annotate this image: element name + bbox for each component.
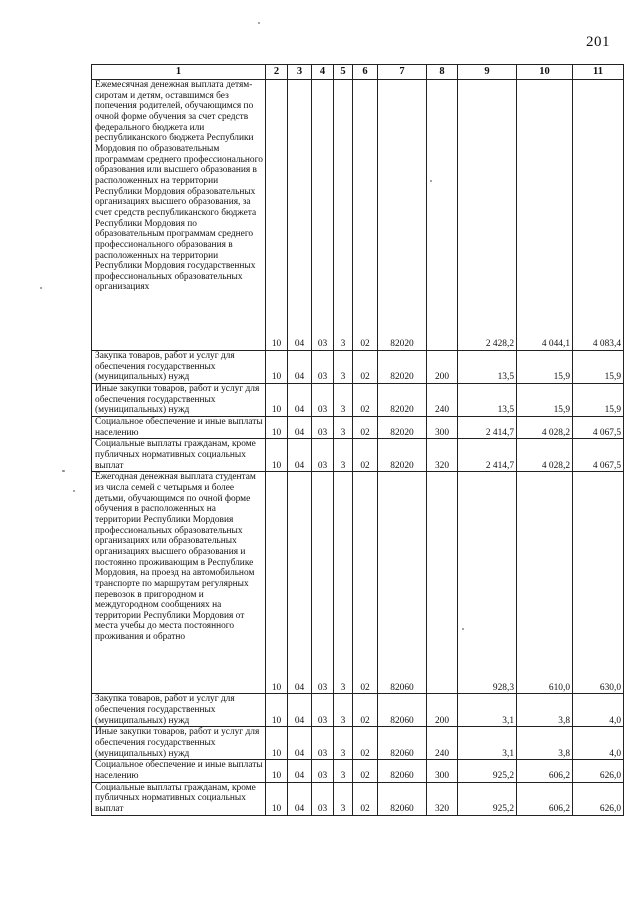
column-header: 11	[573, 65, 624, 80]
cell-col-11: 4 067,5	[573, 416, 624, 438]
cell-col-10: 3,8	[517, 727, 573, 760]
cell-col-5: 3	[334, 80, 353, 351]
cell-col-2: 10	[266, 439, 288, 472]
cell-col-3: 04	[288, 351, 312, 384]
cell-col-8: 300	[427, 416, 458, 438]
cell-col-4: 03	[312, 80, 334, 351]
cell-col-6: 02	[353, 694, 378, 727]
row-name-cell: Ежегодная денежная выплата студентам из числа семей с четырьмя и более детьми, обучающимся по очной форме обучения в расположенных на территории Республики Мордовия профессиональных образовательных организациях или образовательных организациях высшего образования и постоянно проживающим в Республике Мордовия, на проезд на автомобильном транспорте по маршрутам регулярных перевозок в пригородном и междугородном сообщениях на территории Республики Мордовия от места учебы до места постоянного проживания и обратно	[92, 472, 266, 694]
cell-col-4: 03	[312, 694, 334, 727]
cell-col-7: 82060	[378, 782, 427, 815]
cell-col-5: 3	[334, 351, 353, 384]
column-header: 8	[427, 65, 458, 80]
cell-col-10: 15,9	[517, 384, 573, 417]
cell-col-8: 240	[427, 727, 458, 760]
column-header: 6	[353, 65, 378, 80]
column-header: 5	[334, 65, 353, 80]
cell-col-8	[427, 472, 458, 694]
cell-col-5: 3	[334, 472, 353, 694]
cell-col-2: 10	[266, 416, 288, 438]
cell-col-10: 4 028,2	[517, 439, 573, 472]
table-row	[92, 80, 624, 351]
scan-speck	[73, 490, 75, 492]
cell-col-2: 10	[266, 727, 288, 760]
cell-col-8: 300	[427, 760, 458, 782]
table-row	[92, 760, 624, 782]
cell-col-6: 02	[353, 472, 378, 694]
cell-col-3: 04	[288, 80, 312, 351]
cell-col-5: 3	[334, 727, 353, 760]
table-row	[92, 472, 624, 694]
cell-col-3: 04	[288, 416, 312, 438]
cell-col-6: 02	[353, 384, 378, 417]
row-name-cell: Социальное обеспечение и иные выплаты населению	[92, 416, 266, 438]
cell-col-4: 03	[312, 439, 334, 472]
cell-col-5: 3	[334, 760, 353, 782]
cell-col-8: 320	[427, 782, 458, 815]
cell-col-11: 15,9	[573, 384, 624, 417]
column-header: 9	[458, 65, 517, 80]
cell-col-2: 10	[266, 351, 288, 384]
cell-col-9: 2 428,2	[458, 80, 517, 351]
cell-col-10: 15,9	[517, 351, 573, 384]
column-header: 3	[288, 65, 312, 80]
cell-col-7: 82060	[378, 472, 427, 694]
cell-col-10: 606,2	[517, 782, 573, 815]
cell-col-6: 02	[353, 727, 378, 760]
cell-col-3: 04	[288, 760, 312, 782]
cell-col-3: 04	[288, 782, 312, 815]
cell-col-7: 82020	[378, 80, 427, 351]
cell-col-9: 928,3	[458, 472, 517, 694]
cell-col-9: 925,2	[458, 782, 517, 815]
cell-col-4: 03	[312, 760, 334, 782]
row-name-cell: Ежемесячная денежная выплата детям-сиротам и детям, оставшимся без попечения родителей, обучающимся по очной форме обучения за счет средств федерального бюджета или республиканского бюджета Республики Мордовия по образовательным программам среднего профессионального образования или высшего образования в расположенных на территории Республики Мордовия образовательных организациях высшего образования, за счет средств республиканского бюджета Республики Мордовия по образовательным программам среднего профессионального образования в расположенных на территории Республики Мордовия государственных профессиональных образовательных организациях	[92, 80, 266, 351]
cell-col-6: 02	[353, 80, 378, 351]
cell-col-7: 82020	[378, 384, 427, 417]
cell-col-6: 02	[353, 351, 378, 384]
column-header: 2	[266, 65, 288, 80]
cell-col-11: 626,0	[573, 782, 624, 815]
column-header: 1	[92, 65, 266, 80]
cell-col-6: 02	[353, 760, 378, 782]
cell-col-7: 82020	[378, 439, 427, 472]
cell-col-8: 200	[427, 351, 458, 384]
scan-speck	[258, 22, 260, 24]
page-number: 201	[586, 34, 610, 50]
cell-col-11: 626,0	[573, 760, 624, 782]
cell-col-6: 02	[353, 416, 378, 438]
table-row	[92, 782, 624, 815]
column-header: 7	[378, 65, 427, 80]
cell-col-11: 15,9	[573, 351, 624, 384]
cell-col-3: 04	[288, 384, 312, 417]
cell-col-11: 4 083,4	[573, 80, 624, 351]
cell-col-4: 03	[312, 782, 334, 815]
cell-col-10: 606,2	[517, 760, 573, 782]
column-header: 10	[517, 65, 573, 80]
row-name-cell: Социальные выплаты гражданам, кроме публичных нормативных социальных выплат	[92, 439, 266, 472]
table-row	[92, 384, 624, 417]
row-name-cell: Социальное обеспечение и иные выплаты населению	[92, 760, 266, 782]
cell-col-11: 4,0	[573, 727, 624, 760]
cell-col-10: 610,0	[517, 472, 573, 694]
cell-col-9: 13,5	[458, 351, 517, 384]
table-row	[92, 416, 624, 438]
cell-col-3: 04	[288, 439, 312, 472]
row-name-cell: Закупка товаров, работ и услуг для обеспечения государственных (муниципальных) нужд	[92, 694, 266, 727]
cell-col-4: 03	[312, 384, 334, 417]
cell-col-3: 04	[288, 694, 312, 727]
scan-speck	[40, 287, 42, 289]
cell-col-2: 10	[266, 472, 288, 694]
cell-col-2: 10	[266, 694, 288, 727]
cell-col-2: 10	[266, 760, 288, 782]
table-row	[92, 351, 624, 384]
cell-col-9: 2 414,7	[458, 416, 517, 438]
cell-col-9: 2 414,7	[458, 439, 517, 472]
row-name-cell: Социальные выплаты гражданам, кроме публичных нормативных социальных выплат	[92, 782, 266, 815]
cell-col-3: 04	[288, 727, 312, 760]
cell-col-6: 02	[353, 782, 378, 815]
cell-col-6: 02	[353, 439, 378, 472]
cell-col-2: 10	[266, 782, 288, 815]
row-name-cell: Иные закупки товаров, работ и услуг для обеспечения государственных (муниципальных) нужд	[92, 727, 266, 760]
table-row	[92, 727, 624, 760]
cell-col-2: 10	[266, 80, 288, 351]
cell-col-8: 240	[427, 384, 458, 417]
cell-col-4: 03	[312, 351, 334, 384]
cell-col-7: 82060	[378, 760, 427, 782]
cell-col-5: 3	[334, 782, 353, 815]
table-row	[92, 439, 624, 472]
row-name-cell: Закупка товаров, работ и услуг для обеспечения государственных (муниципальных) нужд	[92, 351, 266, 384]
row-name-cell: Иные закупки товаров, работ и услуг для обеспечения государственных (муниципальных) нужд	[92, 384, 266, 417]
cell-col-10: 4 044,1	[517, 80, 573, 351]
cell-col-7: 82020	[378, 351, 427, 384]
cell-col-7: 82020	[378, 416, 427, 438]
cell-col-8: 200	[427, 694, 458, 727]
cell-col-7: 82060	[378, 727, 427, 760]
cell-col-7: 82060	[378, 694, 427, 727]
cell-col-4: 03	[312, 727, 334, 760]
budget-table	[91, 64, 624, 816]
cell-col-9: 3,1	[458, 694, 517, 727]
cell-col-11: 4 067,5	[573, 439, 624, 472]
cell-col-5: 3	[334, 694, 353, 727]
header-row	[92, 65, 624, 80]
cell-col-10: 3,8	[517, 694, 573, 727]
cell-col-9: 3,1	[458, 727, 517, 760]
cell-col-5: 3	[334, 439, 353, 472]
cell-col-8: 320	[427, 439, 458, 472]
cell-col-4: 03	[312, 416, 334, 438]
cell-col-9: 925,2	[458, 760, 517, 782]
cell-col-2: 10	[266, 384, 288, 417]
scan-speck	[62, 470, 65, 472]
cell-col-11: 630,0	[573, 472, 624, 694]
cell-col-5: 3	[334, 384, 353, 417]
cell-col-5: 3	[334, 416, 353, 438]
cell-col-8	[427, 80, 458, 351]
column-header: 4	[312, 65, 334, 80]
cell-col-9: 13,5	[458, 384, 517, 417]
cell-col-10: 4 028,2	[517, 416, 573, 438]
cell-col-4: 03	[312, 472, 334, 694]
table-row	[92, 694, 624, 727]
cell-col-3: 04	[288, 472, 312, 694]
scan-speck	[430, 180, 432, 182]
scan-speck	[462, 628, 464, 630]
cell-col-11: 4,0	[573, 694, 624, 727]
